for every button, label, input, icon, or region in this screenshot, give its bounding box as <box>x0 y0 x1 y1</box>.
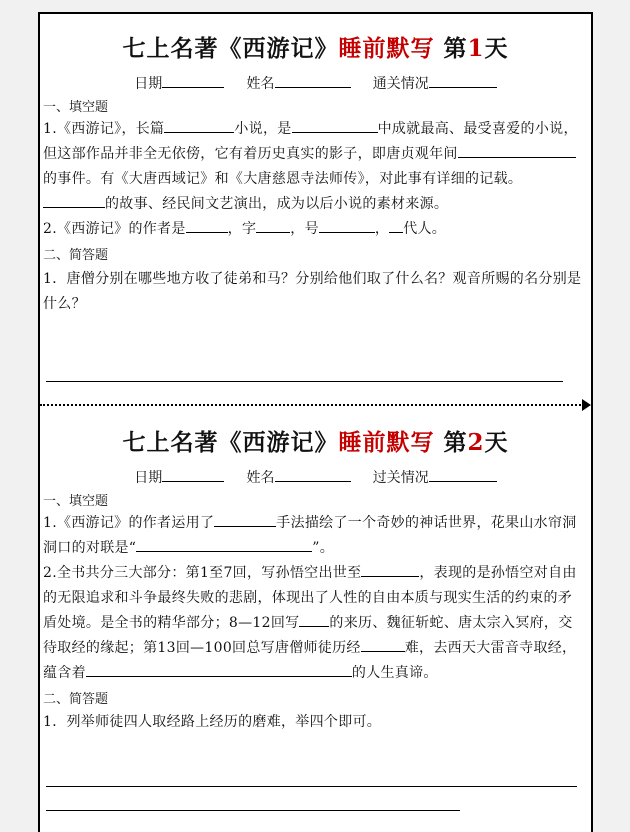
day1-name-label: 姓名 <box>246 76 275 92</box>
day1-section-fill: 一、填空题 <box>43 100 109 115</box>
day2-q3: 1．列举师徒四人取经路上经历的磨难，举四个即可。 <box>43 714 382 730</box>
day1-q2-e: 代人。 <box>403 221 447 237</box>
day2-answer-line-1[interactable] <box>46 786 577 787</box>
day2-q2 <box>40 561 591 686</box>
day1-status-field[interactable] <box>429 73 497 88</box>
day1-q1-blank2[interactable] <box>292 117 378 133</box>
day1-q2-d: ， <box>374 221 390 237</box>
day2-section-short: 二、简答题 <box>43 692 109 707</box>
day2-q2-blank1[interactable] <box>361 561 419 577</box>
day1-date-field[interactable] <box>162 73 224 88</box>
day2-title-red: 睡前默写 <box>338 429 435 456</box>
day1-title-di: 第 <box>443 35 468 62</box>
worksheet-page <box>38 12 593 832</box>
day1-name-field[interactable] <box>275 73 351 88</box>
day2-q1-blank1[interactable] <box>214 511 276 527</box>
day1-title-book: 七上名著《西游记》 <box>122 35 339 62</box>
day2-title <box>40 424 591 457</box>
day1-q1-a: 1.《西游记》，长篇 <box>43 121 165 137</box>
day2-name-field[interactable] <box>275 467 351 482</box>
day1-q1-d: 的事件。有《大唐西域记》和《大唐慈恩寺法师传》，对此事有详细的记载。 <box>43 171 523 187</box>
day1-meta <box>40 73 591 93</box>
day2-q2-c: 的来历、魏征斩蛇、唐太宗入冥府，交待取经的缘起；第13回—100回总写唐僧师徒历经 <box>43 615 573 656</box>
day1-title-tian: 天 <box>484 35 509 62</box>
day2-q2-a: 2.全书共分三大部分：第1至7回，写孙悟空出世至 <box>43 565 362 581</box>
arrow-right-icon <box>582 399 591 411</box>
day1-title <box>40 30 591 63</box>
day1-q2-blank4[interactable] <box>389 217 403 233</box>
day2-q2-d: 难，去西天大雷音寺取经，蕴含着 <box>43 640 577 681</box>
day1-q2-b: ，字 <box>227 221 257 237</box>
day1-q2-a: 2.《西游记》的作者是 <box>43 221 186 237</box>
day1-title-red: 睡前默写 <box>338 35 435 62</box>
day2-date-label: 日期 <box>134 470 163 486</box>
day2-q1-blank2[interactable] <box>136 536 312 552</box>
day2-meta <box>40 467 591 487</box>
day1-q1-blank1[interactable] <box>164 117 234 133</box>
day1-q2 <box>40 217 591 242</box>
day2-q1-a: 1.《西游记》的作者运用了 <box>43 515 215 531</box>
day2-status-field[interactable] <box>429 467 497 482</box>
day1-section <box>40 30 591 317</box>
day1-q2-blank3[interactable] <box>319 217 375 233</box>
day2-q1-b: 手法描绘了一个奇妙的神话世界，花果山水帘洞洞口的对联是“ <box>43 515 577 556</box>
day2-section <box>40 424 591 735</box>
day1-answer-line[interactable] <box>46 381 563 382</box>
day2-title-tian: 天 <box>484 429 509 456</box>
day1-q2-c: ，号 <box>290 221 319 237</box>
day1-q1-e: 的故事、经民间文艺演出，成为以后小说的素材来源。 <box>105 196 449 212</box>
day1-date-label: 日期 <box>134 76 163 92</box>
day1-section-short: 二、简答题 <box>43 248 109 263</box>
day2-q2-b: ，表现的是孙悟空对自由的无限追求和斗争最终失败的悲剧，体现出了人性的自由本质与现实生活的约束的矛盾处境。是全书的精华部分；8—12回写 <box>43 565 577 631</box>
day2-answer-line-2[interactable] <box>46 810 460 811</box>
day1-q1-b: 小说，是 <box>234 121 292 137</box>
day2-q2-blank2[interactable] <box>299 611 329 627</box>
day2-q2-blank3[interactable] <box>361 636 405 652</box>
day2-section-fill: 一、填空题 <box>43 494 109 509</box>
day1-q2-blank2[interactable] <box>256 217 290 233</box>
day1-status-label: 通关情况 <box>372 76 429 92</box>
day2-title-book: 七上名著《西游记》 <box>122 429 339 456</box>
day1-q2-blank1[interactable] <box>186 217 228 233</box>
day2-q1-c: ”。 <box>312 540 335 556</box>
day1-q1 <box>40 117 591 217</box>
day1-q1-blank4[interactable] <box>43 192 105 208</box>
day2-title-di: 第 <box>443 429 468 456</box>
day2-title-num: 2 <box>467 429 485 456</box>
day2-q1 <box>40 511 591 561</box>
day2-q2-blank4[interactable] <box>86 661 222 677</box>
day2-date-field[interactable] <box>162 467 224 482</box>
day1-q3: 1．唐僧分别在哪些地方收了徒弟和马？分别给他们取了什么名？观音所赐的名分别是什么？ <box>43 271 582 312</box>
day2-q2-blank5[interactable] <box>222 661 352 677</box>
day1-q1-blank3[interactable] <box>458 142 576 158</box>
day2-q2-e: 的人生真谛。 <box>351 665 438 681</box>
day1-title-num: 1 <box>467 35 485 62</box>
day2-status-label: 过关情况 <box>372 470 429 486</box>
day2-name-label: 姓名 <box>246 470 275 486</box>
day1-q1-c: 中成就最高、最受喜爱的小说，但这部作品并非全无依傍，它有着历史真实的影子，即唐贞观年间 <box>43 121 578 162</box>
cut-divider <box>40 404 585 406</box>
